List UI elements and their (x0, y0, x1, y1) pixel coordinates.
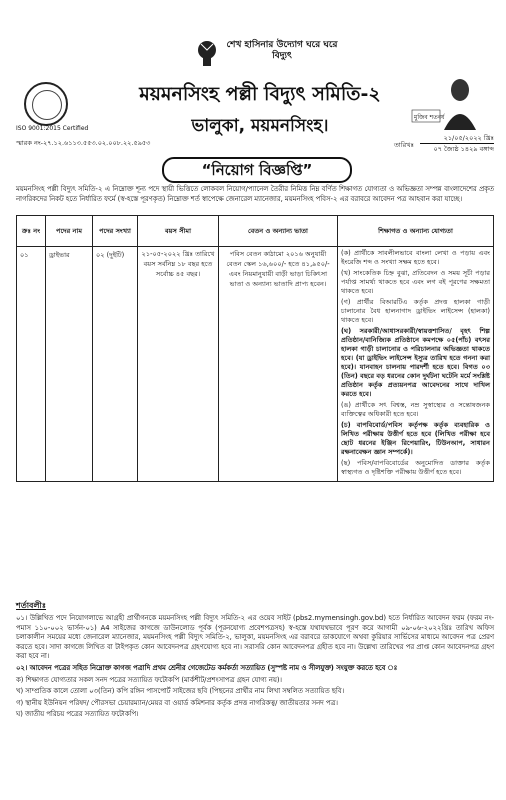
qualification-item: (ঙ) প্রার্থীকে সৎ বিশ্বস্ত, নম্র সুস্বাস্থ্যের ও সন্তোষজনক ব্যক্তিত্বের অধিকারী হতে হবে। (341, 401, 490, 418)
svg-text:মুজিব শতবর্ষ: মুজিব শতবর্ষ (414, 114, 445, 121)
vacancy-table (16, 215, 494, 482)
cell-age: ২১-০৫-২০২২ খ্রিঃ তারিখে বয়স সর্বনিম্ন ১৮ বছর হতে সর্বোচ্চ ৪৫ বছর। (138, 247, 219, 482)
qualification-item: (গ) প্রার্থীর বিআরটিএ কর্তৃক প্রদত্ত হালকা গাড়ী চালানোর বৈধ হালনাগাদ ড্রাইভিং লাইসেন্স (হালকা) থাকতে হবে। (341, 298, 490, 324)
bulb-icon (196, 40, 218, 70)
date-bn: ০৭ জ্যৈষ্ঠ ১৪২৯ বঙ্গাব্দ (433, 145, 494, 153)
qualification-item: (খ) সাংকেতিক চিহ্ন বুঝা, প্রতিবেদন ও সময় সূচী পড়ার পর্যাপ্ত সামর্থ্য থাকতে হবে এবং লগ বই পূরণের সক্ষমতা থাকতে হবে। (341, 269, 490, 295)
condition-item: ক) শিক্ষাগত যোগ্যতার সকল সনদ পত্রের সত্যায়িত ফটোকপি (মার্কশীট/প্রশংসাপত্র গ্রহন যোগ্য নয়)। (16, 675, 282, 684)
conditions-title: শর্তাবলীঃ (16, 601, 47, 610)
condition-item: ০২। আবেদন পত্রের সহিত নিম্নোক্ত কাগজ পত্রাদি প্রথম শ্রেনীর গেজেটেড কর্মকর্তা সত্যায়িত (সুস্পষ্ট নাম ও সীলযুক্ত) সংযুক্ত করতে হবে ঃ (16, 663, 398, 672)
col-sl: ক্রঃ নং (17, 216, 46, 247)
cell-post: ড্রাইভার (46, 247, 93, 482)
cell-count: ০২ (দুইটি) (93, 247, 138, 482)
col-post: পদের নাম (46, 216, 93, 247)
table-header-row (17, 216, 494, 247)
condition-item: ০১। উল্লিখিত পদে নিয়োগলাভে আগ্রহী প্রার্থীগনকে ময়মনসিংহ পল্লী বিদ্যুৎ সমিতি-২ এর ওয়েব সাইট (pbs2.mymensingh.gov.bd) হতে নির্ধারিত আবেদন ফরম (ফরম নং-পমাস ১১০-০০২ ভার্সন-০১) A4 সাইজের কাগজে ডাউনলোড পূর্বক (পূরনযোগ্য প্রবেশপত্রসহ) স্ব-হস্তে যথাযথভাবে পূরণ করে আগামী ০৯-০৬-২০২২খ্রিঃ তারিখ অফিস চলাকালীন সময়ের মধ্যে জেনারেল ম্যানেজার, ময়মনসিংহ পল্লী বিদ্যুৎ সমিতি-২, ভালুকা, ময়মনসিংহ এর বরাবরে ডাকযোগে অথবা কুরিয়ার সার্ভিসের মাধ্যমে আবেদন পত্র প্রেরণ করতে হবে। সাদা কাগজে লিখিত বা টাইপকৃত কোন আবেদনপত্র গ্রহণযোগ্য হবে না। সরাসরি কোন আবেদনপত্র গ্রহীত হবে না। উল্লেখ্য তারিখের পর প্রাপ্ত কোন আবেদনপত্র গ্রহণ করা হবে না। (16, 614, 494, 661)
qualification-item: (ঘ) সরকারী/আধাসরকারী/স্বায়ত্তশাসিত/ বৃহৎ শিল্প প্রতিষ্ঠান/বানিজ্যিক প্রতিষ্ঠানে কমপক্ষে ০৫(পাঁচ) বৎসর হালকা গাড়ী চালানোর ও পরিচালনার অভিজ্ঞতা থাকতে হবে। (যা ড্রাইভিং লাইসেন্স ইস্যুর তারিখ হতে গননা করা হবে)। যানবাহন চালনায় পারদর্শী হতে হবে। বিগত ০৩ (তিন) বছরে বড় ধরনের কোন দুর্ঘটনা ঘটেনি মর্মে সংশ্লিষ্ট প্রতিষ্ঠান কর্তৃক প্রত্যয়নপত্র আবেদনের সাথে দাখিল করতে হবে। (341, 327, 490, 398)
memo-number: স্মারক নং-২৭.১২.৬১১৩.৫৫৩.০২.০০৮.২২.৫৯৫৩ (16, 139, 151, 147)
cell-sl: ০১ (17, 247, 46, 482)
conditions-list (16, 614, 494, 722)
condition-item: গ) স্থানীয় ইউনিয়ন পরিষদ/ পৌরসভা চেয়ারম্যান/মেয়র বা ওয়ার্ড কমিশনার কর্তৃক প্রদত্ত নাগরিকত্ব/ জাতীয়তার সনদ পত্র। (16, 698, 338, 707)
qualification-item: (ক) প্রার্থীকে সাবলীলভাবে বাংলা লেখা ও পড়ায় এবং ইংরেজি শব্দ ও সংখ্যা সক্ষম হতে হবে। (341, 249, 490, 266)
col-salary: বেতন ও অন্যান্য ভাতা (219, 216, 338, 247)
iso-label: ISO 9001:2015 Certified (16, 125, 89, 132)
cell-salary: পবিস বেতন কাঠামো ২০১৬ অনুযায়ী বেতন স্কেল ১৬,৬০০/- হতে ৪১,৯৫০/- এবং নিয়মানুযায়ী বাড়ী ভাড়া চিকিৎসা ভাতা ও অন্যান্য ভাতাদি প্রাপ্য হবেন। (219, 247, 338, 482)
notice-title: “নিয়োগ বিজ্ঞপ্তি” (162, 157, 352, 183)
col-count: পদের সংখ্যা (93, 216, 138, 247)
col-age: বয়স সীমা (138, 216, 219, 247)
slogan: শেখ হাসিনার উদ্যোগ ঘরে ঘরে বিদ্যুৎ (226, 40, 338, 61)
org-name: ময়মনসিংহ পল্লী বিদ্যুৎ সমিতি-২ (139, 83, 381, 105)
pbs-logo (24, 82, 68, 126)
qualification-item: (ছ) পবিস/বাপবিবোর্ডের অনুমোদিত ডাক্তার কর্তৃক স্বাস্থ্যগত ও দৃষ্টিশক্তি পরীক্ষায় উত্তীর্ণ হতে হবে। (341, 459, 490, 476)
qualification-item: (চ) বাপবিবোর্ড/পবিস কর্তৃপক্ষ কর্তৃক ব্যবহারিক ও লিখিত পরীক্ষায় উত্তীর্ণ হতে হবে (লিখিত পরীক্ষা হবে ছোট ধরনের ইঞ্জিন রিপেয়ারিং, টিউনআপ, সাধারন রক্ষনাবেক্ষন জ্ঞান সম্পর্কে)। (341, 421, 490, 456)
date-en: ২১/০৫/২০২২ খ্রিঃ (420, 133, 494, 144)
org-place: ভালুকা, ময়মনসিংহ। (191, 116, 329, 136)
condition-item: ঘ) জাতীয় পরিচয় পত্রের সত্যায়িত ফটোকপি। (16, 710, 139, 719)
col-qualification: শিক্ষাগত ও অন্যান্য যোগ্যতা (338, 216, 494, 247)
intro-paragraph: ময়মনসিংহ পল্লী বিদ্যুৎ সমিতি-২ এ নিম্নোক্ত শূন্য পদে স্থায়ী ভিত্তিতে লোকবল নিয়োগ/প্যানেল তৈরীর নিমিত্ত নিম্ন বর্ণিত শিক্ষাগত যোগ্যতা ও অভিজ্ঞতা সম্পন্ন বাংলাদেশের প্রকৃত নাগরিকদের নিকট হতে নির্ধারিত ফর্মে (স্ব-হস্তে পূরণকৃত) নিম্নোক্ত শর্ত স্বাপেক্ষে জেনারেল ম্যানেজার, ময়মনসিংহ পবিস-২ এর বরাবরে আবেদন পত্র আহবান করা যাচ্ছে। (16, 185, 494, 203)
table-row (17, 247, 494, 482)
condition-item: খ) সাম্প্রতিক কালে তোলা ০৩(তিন) কপি রঙ্গিন পাসপোর্ট সাইজের ছবি (পিছনের প্রার্থীর নাম লিখা সম্বলিত সত্যায়িত ছবি। (16, 687, 345, 696)
mujib-portrait (410, 72, 480, 130)
cell-qualifications (338, 247, 494, 482)
date-label: তারিখঃ (394, 141, 414, 149)
dates (420, 133, 494, 154)
